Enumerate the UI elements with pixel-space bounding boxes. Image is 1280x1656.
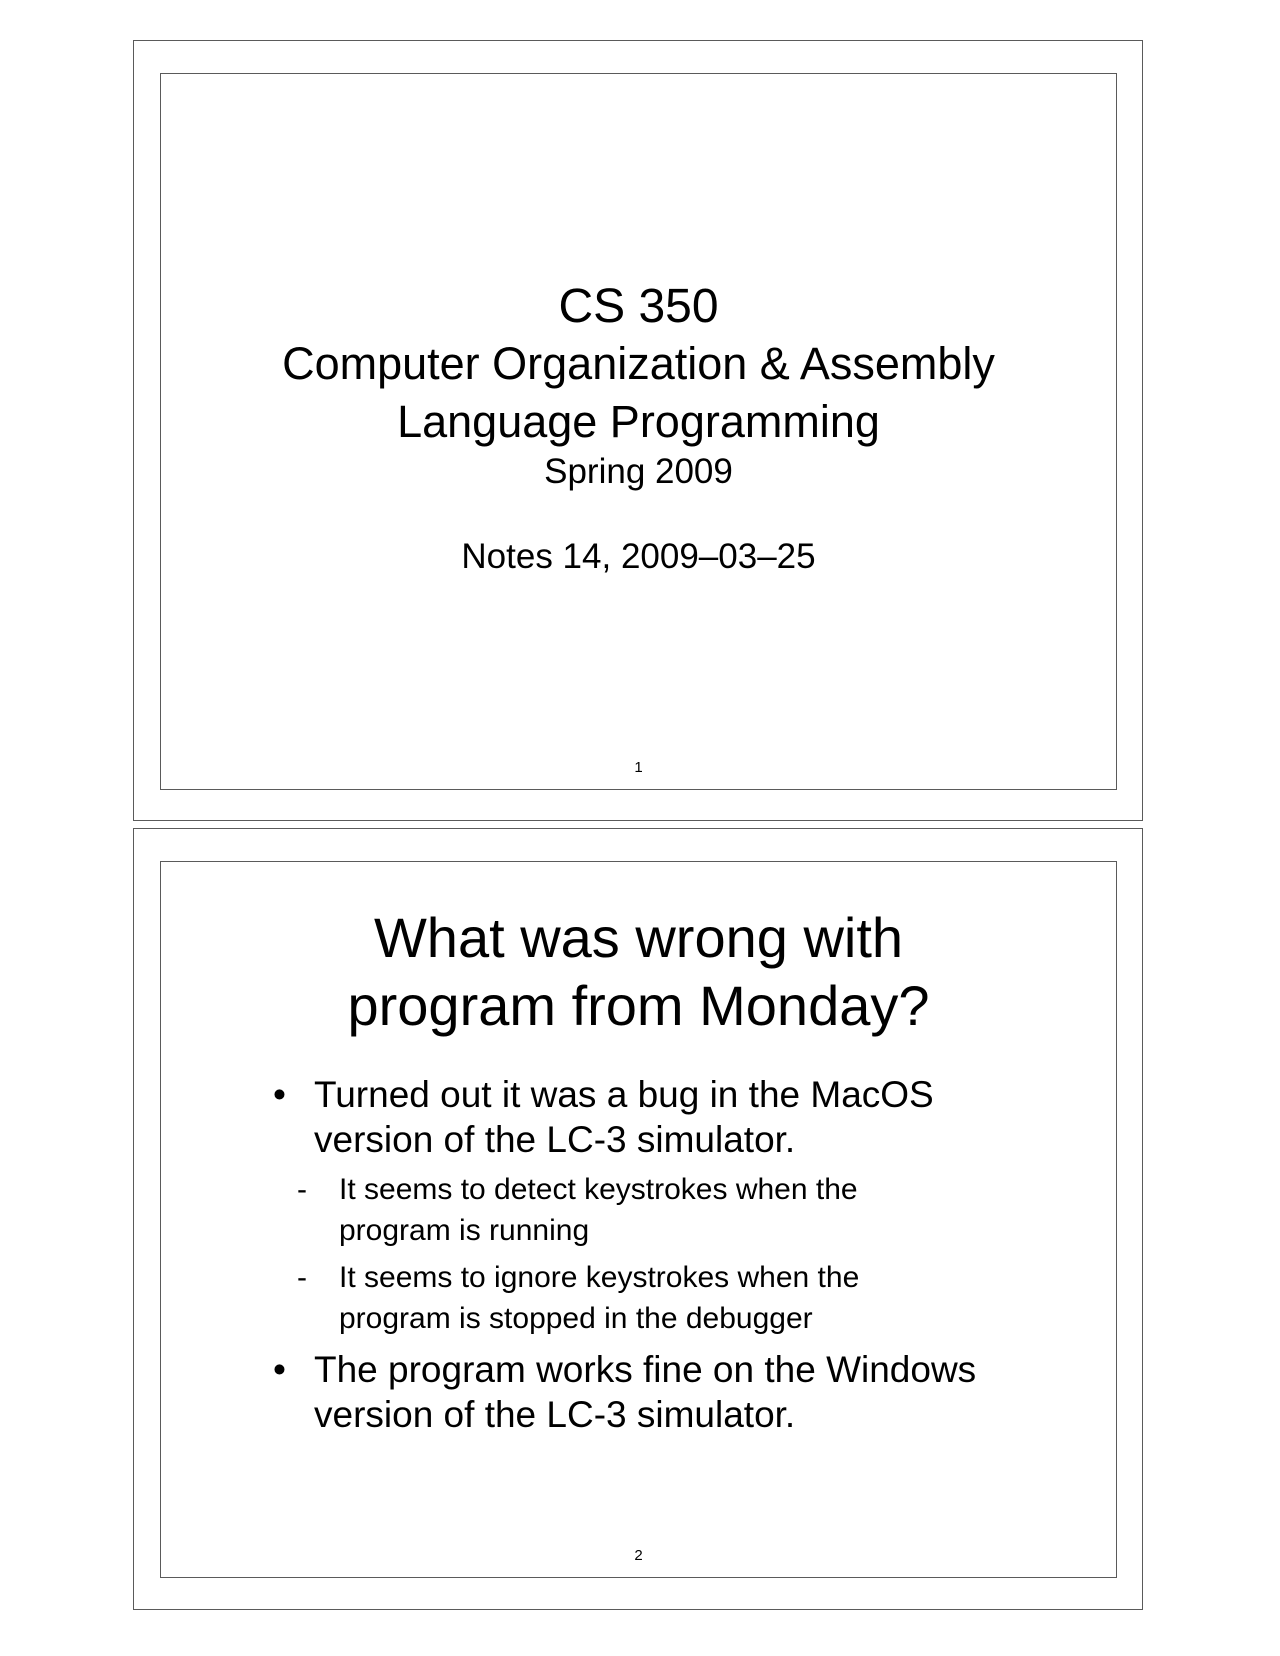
dash-marker: - [297, 1261, 307, 1294]
sub-bullet-item [297, 1169, 1051, 1251]
sub-bullet-line-2: program is running [339, 1214, 590, 1247]
course-name-line-1: Computer Organization & Assembly [282, 338, 995, 389]
course-name-line-2: Language Programming [397, 396, 880, 447]
term: Spring 2009 [544, 452, 733, 491]
sub-bullet-line-1: It seems to ignore keystrokes when the [339, 1261, 860, 1294]
bullet-list [271, 1072, 1051, 1443]
bullet-line-2: version of the LC-3 simulator. [314, 1119, 796, 1160]
content-slide [160, 861, 1117, 1578]
sub-bullet-line-1: It seems to detect keystrokes when the [339, 1173, 858, 1206]
bullet-item [271, 1347, 1051, 1437]
bullet-marker: • [273, 1349, 286, 1390]
bullet-line-2: version of the LC-3 simulator. [314, 1394, 796, 1435]
dash-marker: - [297, 1173, 307, 1206]
slide-number: 2 [634, 1547, 643, 1564]
sub-bullet-item [297, 1257, 1051, 1339]
bullet-marker: • [273, 1074, 286, 1115]
heading-line-1: What was wrong with [373, 906, 904, 969]
sub-bullet-line-2: program is stopped in the debugger [339, 1302, 813, 1335]
slide-heading [161, 904, 1116, 1040]
slide-page-2 [133, 828, 1143, 1610]
title-block [161, 279, 1116, 578]
slide-number: 1 [634, 759, 643, 776]
bullet-line-1: The program works fine on the Windows [314, 1349, 977, 1390]
course-code: CS 350 [558, 280, 719, 333]
heading-line-2: program from Monday? [347, 974, 930, 1037]
slide-page-1 [133, 40, 1143, 821]
bullet-line-1: Turned out it was a bug in the MacOS [314, 1074, 934, 1115]
bullet-item [271, 1072, 1051, 1339]
notes-date: Notes 14, 2009–03–25 [461, 537, 816, 576]
sub-bullet-list [297, 1169, 1051, 1339]
title-slide [160, 73, 1117, 790]
